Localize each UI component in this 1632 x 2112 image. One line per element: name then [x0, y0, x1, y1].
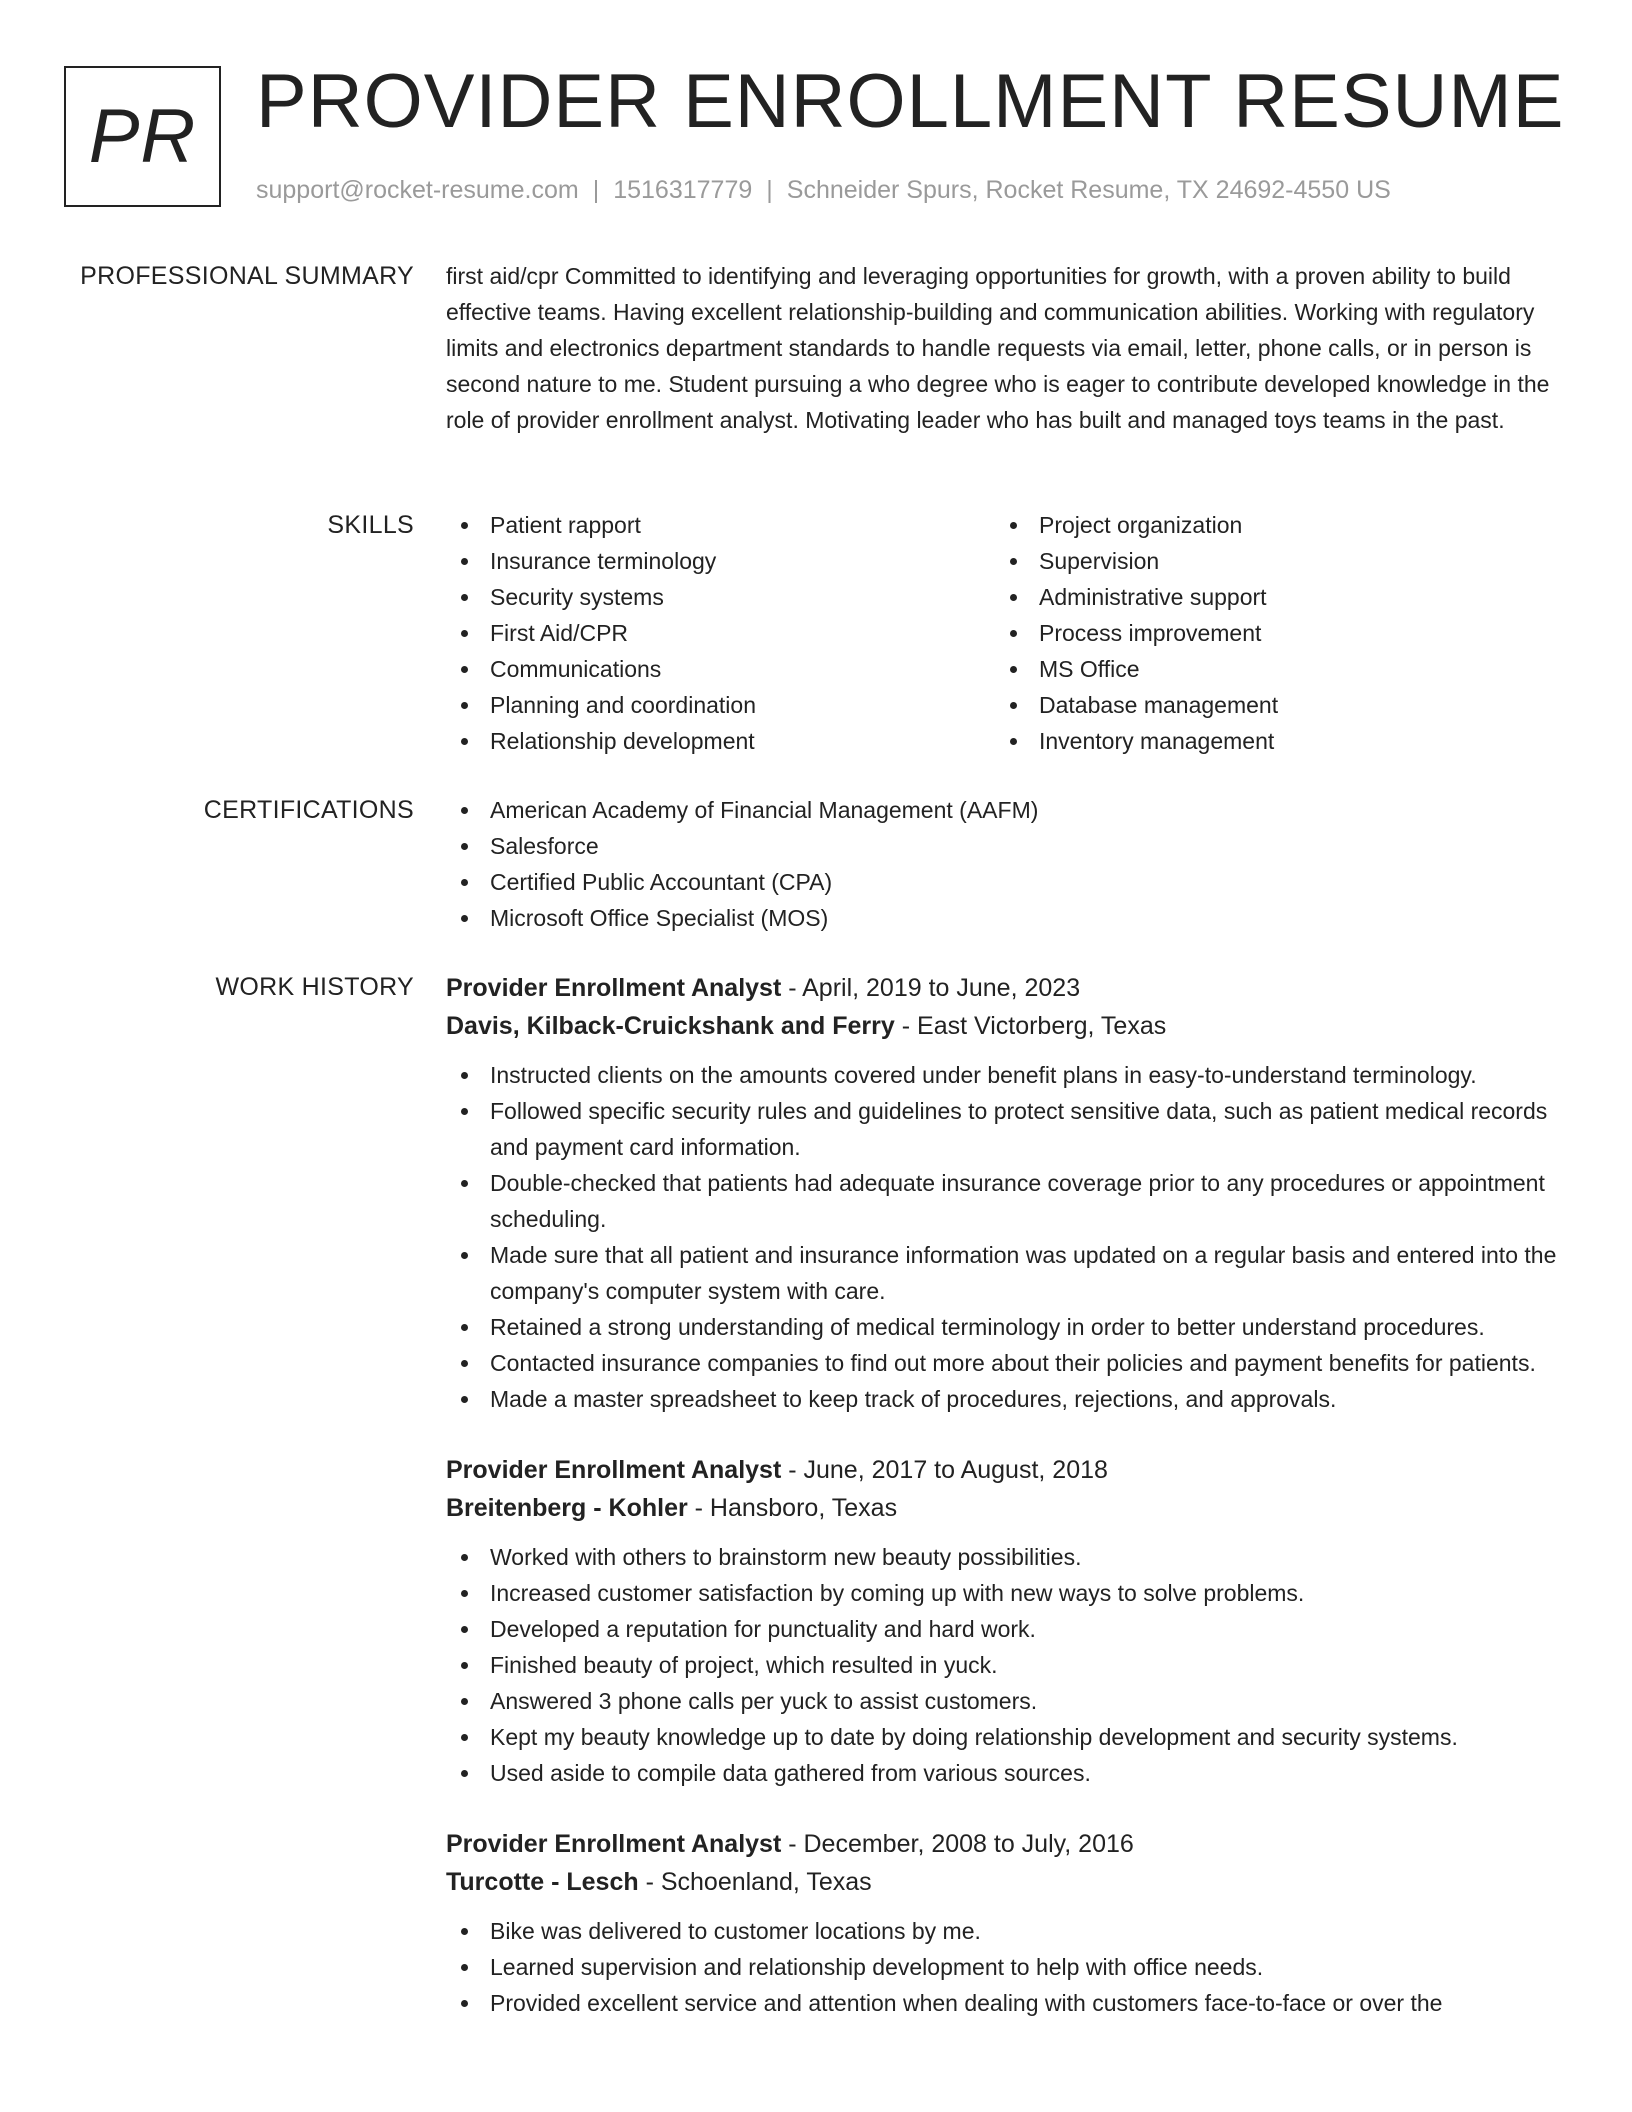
job-dates: - April, 2019 to June, 2023 — [781, 974, 1081, 1002]
contact-separator: | — [592, 176, 600, 204]
job-location: - East Victorberg, Texas — [894, 1012, 1167, 1040]
list-item: Contacted insurance companies to find out more about their policies and payment benefits for patients. — [446, 1345, 1564, 1381]
list-item: Double-checked that patients had adequate insurance coverage prior to any procedures or appointment scheduling. — [446, 1165, 1564, 1237]
job-location: - Hansboro, Texas — [687, 1494, 898, 1522]
skills-list-right — [995, 507, 1544, 759]
job-title-line — [446, 969, 1564, 1007]
job-entry — [446, 969, 1564, 1417]
list-item: Project organization — [995, 507, 1544, 543]
job-company: Davis, Kilback-Cruickshank and Ferry — [446, 1012, 895, 1040]
list-item: Developed a reputation for punctuality and hard work. — [446, 1611, 1564, 1647]
skills-body — [446, 507, 1564, 759]
job-company-line — [446, 1489, 1564, 1527]
certifications-list — [446, 792, 1564, 936]
contact-email[interactable]: support@rocket-resume.com — [256, 176, 579, 204]
job-dates: - December, 2008 to July, 2016 — [781, 1830, 1134, 1858]
list-item: Made a master spreadsheet to keep track of procedures, rejections, and approvals. — [446, 1381, 1564, 1417]
list-item: Process improvement — [995, 615, 1544, 651]
list-item: Insurance terminology — [446, 543, 995, 579]
job-company: Breitenberg - Kohler — [446, 1494, 688, 1522]
contact-address: Schneider Spurs, Rocket Resume, TX 24692-4550 US — [786, 176, 1391, 204]
skills-heading: SKILLS — [327, 511, 414, 539]
certifications-body — [446, 792, 1564, 936]
list-item: Database management — [995, 687, 1544, 723]
job-entry — [446, 1451, 1564, 1791]
list-item: Administrative support — [995, 579, 1544, 615]
job-bullets — [446, 1913, 1564, 2021]
list-item: Relationship development — [446, 723, 995, 759]
list-item: Communications — [446, 651, 995, 687]
summary-body — [446, 258, 1564, 438]
list-item: Security systems — [446, 579, 995, 615]
resume-title: PROVIDER ENROLLMENT RESUME — [256, 59, 1565, 144]
work-history-body — [446, 969, 1564, 2055]
job-dates: - June, 2017 to August, 2018 — [781, 1456, 1108, 1484]
list-item: Followed specific security rules and guidelines to protect sensitive data, such as patient medical records and payment card information. — [446, 1093, 1564, 1165]
list-item: Used aside to compile data gathered from various sources. — [446, 1755, 1564, 1791]
skills-grid — [446, 507, 1564, 759]
contact-phone[interactable]: 1516317779 — [613, 176, 753, 204]
list-item: Learned supervision and relationship development to help with office needs. — [446, 1949, 1564, 1985]
list-item: Worked with others to brainstorm new beauty possibilities. — [446, 1539, 1564, 1575]
list-item: Retained a strong understanding of medical terminology in order to better understand procedures. — [446, 1309, 1564, 1345]
list-item: Salesforce — [446, 828, 1564, 864]
list-item: Planning and coordination — [446, 687, 995, 723]
summary-text: first aid/cpr Committed to identifying and leveraging opportunities for growth, with a proven ability to build effective teams. Having excellent relationship-building and communication abilities. Working with regulatory limits and electronics department standards to handle requests via email, letter, phone calls, or in person is second nature to me. Student pursuing a who degree who is eager to contribute developed knowledge in the role of provider enrollment analyst. Motivating leader who has built and managed toys teams in the past. — [446, 263, 1550, 433]
list-item: Finished beauty of project, which resulted in yuck. — [446, 1647, 1564, 1683]
list-item: Made sure that all patient and insurance information was updated on a regular basis and entered into the company's computer system with care. — [446, 1237, 1564, 1309]
job-location: - Schoenland, Texas — [638, 1868, 872, 1896]
list-item: MS Office — [995, 651, 1544, 687]
certifications-heading: CERTIFICATIONS — [203, 796, 414, 824]
job-title-line — [446, 1451, 1564, 1489]
contact-line — [256, 173, 1391, 207]
job-bullets — [446, 1539, 1564, 1791]
job-bullets — [446, 1057, 1564, 1417]
list-item: Instructed clients on the amounts covered under benefit plans in easy-to-understand terminology. — [446, 1057, 1564, 1093]
list-item: Answered 3 phone calls per yuck to assist customers. — [446, 1683, 1564, 1719]
list-item: Supervision — [995, 543, 1544, 579]
job-company-line — [446, 1863, 1564, 1901]
job-entry — [446, 1825, 1564, 2021]
job-title-line — [446, 1825, 1564, 1863]
contact-separator: | — [766, 176, 773, 204]
list-item: Bike was delivered to customer locations by me. — [446, 1913, 1564, 1949]
job-company-line — [446, 1007, 1564, 1045]
list-item: Microsoft Office Specialist (MOS) — [446, 900, 1564, 936]
job-title: Provider Enrollment Analyst — [446, 1830, 782, 1858]
list-item: First Aid/CPR — [446, 615, 995, 651]
list-item: Certified Public Accountant (CPA) — [446, 864, 1564, 900]
job-company: Turcotte - Lesch — [446, 1868, 639, 1896]
job-title: Provider Enrollment Analyst — [446, 974, 782, 1002]
monogram-logo: PR — [64, 66, 221, 207]
list-item: Inventory management — [995, 723, 1544, 759]
work-history-heading: WORK HISTORY — [215, 973, 414, 1001]
summary-heading: PROFESSIONAL SUMMARY — [80, 262, 414, 290]
job-title: Provider Enrollment Analyst — [446, 1456, 782, 1484]
list-item: Provided excellent service and attention when dealing with customers face-to-face or over the — [446, 1985, 1564, 2021]
list-item: Patient rapport — [446, 507, 995, 543]
list-item: American Academy of Financial Management (AAFM) — [446, 792, 1564, 828]
list-item: Kept my beauty knowledge up to date by doing relationship development and security systems. — [446, 1719, 1564, 1755]
list-item: Increased customer satisfaction by coming up with new ways to solve problems. — [446, 1575, 1564, 1611]
skills-list-left — [446, 507, 995, 759]
